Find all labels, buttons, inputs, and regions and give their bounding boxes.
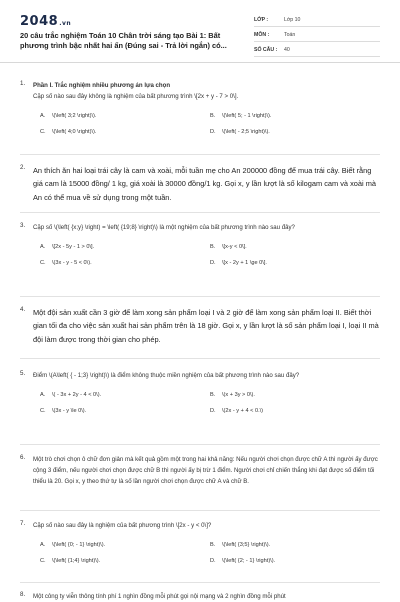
question-number: 8. <box>20 591 26 598</box>
option-text: \[x-y < 0\]. <box>222 244 247 250</box>
option-label: B. <box>210 244 216 250</box>
option-text: \( - 3x + 2y - 4 < 0\). <box>52 392 102 398</box>
question-item <box>20 454 380 487</box>
options-row <box>40 403 380 419</box>
page-title: 20 câu trắc nghiệm Toán 10 Chân trời sáng tạo Bài 1: Bất phương trình bậc nhất hai ẩn (Đúng sai - Trả lời ngắn) có... <box>20 31 227 50</box>
divider <box>20 154 380 155</box>
options-row <box>40 553 380 569</box>
question-number: 7. <box>20 520 26 527</box>
meta-key: MÔN : <box>254 32 270 38</box>
option-label: D. <box>210 260 216 266</box>
option-text: \(\left( {0; - 1} \right)\). <box>52 542 106 548</box>
question-item <box>20 306 380 346</box>
options-row <box>40 537 380 553</box>
options <box>40 108 380 140</box>
question-line: Cặp số nào sau đây không là nghiệm của bất phương trình \[2x + y - 7 > 0\]. <box>33 93 239 100</box>
question-item <box>20 222 380 271</box>
options-row <box>40 108 380 124</box>
option-text: \(\left( {2; - 1} \right)\). <box>222 558 276 564</box>
section-heading: Phần I. Trắc nghiệm nhiều phương án lựa chọn <box>33 82 171 89</box>
question-item <box>20 520 380 569</box>
options <box>40 537 380 569</box>
option-text: \(3x - y - 5 < 0\). <box>52 260 92 266</box>
options <box>40 239 380 271</box>
question-item <box>20 164 380 204</box>
option-label: C. <box>40 129 46 135</box>
option-text: \(\left( {1;4} \right)\). <box>52 558 101 564</box>
divider <box>20 358 380 359</box>
question-line: Điểm \(A\left( { - 1;3} \right)\) là điểm không thuộc miền nghiệm của bất phương trình nào sau đây? <box>33 372 300 379</box>
question-item <box>20 591 380 602</box>
divider <box>20 510 380 511</box>
question-text <box>33 80 380 102</box>
option-label: D. <box>210 558 216 564</box>
option-d[interactable] <box>210 129 380 135</box>
option-c[interactable] <box>40 408 210 414</box>
option-b[interactable] <box>210 113 380 119</box>
option-label: B. <box>210 113 216 119</box>
option-label: A. <box>40 392 46 398</box>
option-label: D. <box>210 129 216 135</box>
meta-value: Toán <box>284 32 296 38</box>
question-line: Một đội sản xuất cần 3 giờ để làm xong sản phẩm loại I và 2 giờ để làm xong sản phẩm loại II. Biết thời gian tối đa cho việc sản xuất hai sản phẩm trên là 18 giờ. Gọi x, y lần lượt là số sản phẩm loại I, loại II mà đội làm được trong thời gian cho phép. <box>33 308 379 344</box>
meta-row-class <box>254 14 380 27</box>
option-d[interactable] <box>210 558 380 564</box>
question-item <box>20 370 380 419</box>
question-number: 1. <box>20 80 26 87</box>
question-number: 2. <box>20 164 26 171</box>
option-c[interactable] <box>40 558 210 564</box>
option-b[interactable] <box>210 392 380 398</box>
option-d[interactable] <box>210 260 380 266</box>
option-text: \(\left( - 2;5 \right)\). <box>222 129 270 135</box>
option-a[interactable] <box>40 113 210 119</box>
divider <box>20 582 380 583</box>
option-d[interactable] <box>210 408 380 414</box>
meta-key: LỚP : <box>254 17 269 23</box>
option-text: \(\left( 4;0 \right)\). <box>52 129 97 135</box>
option-label: A. <box>40 244 46 250</box>
option-a[interactable] <box>40 244 210 250</box>
option-label: A. <box>40 542 46 548</box>
divider <box>20 212 380 213</box>
options-row <box>40 239 380 255</box>
divider <box>20 444 380 445</box>
meta-row-subject <box>254 29 380 42</box>
option-a[interactable] <box>40 392 210 398</box>
option-label: A. <box>40 113 46 119</box>
option-text: \(\left( {3;5} \right)\). <box>222 542 271 548</box>
question-number: 5. <box>20 370 26 377</box>
option-text: \(\left( 3;2 \right)\). <box>52 113 97 119</box>
option-a[interactable] <box>40 542 210 548</box>
option-c[interactable] <box>40 129 210 135</box>
meta-value: 40 <box>284 47 290 53</box>
options-row <box>40 124 380 140</box>
option-text: \(3x - y \le 0\). <box>52 408 87 414</box>
options <box>40 387 380 419</box>
site-logo[interactable] <box>20 14 71 29</box>
question-line: Một trò chơi chọn ô chữ đơn giản mà kết quả gồm một trong hai khả năng: Nếu người chơi chọn được chữ A thì người ấy được cộng 3 điểm, nếu người chơi chọn được chữ B thì người ấy bị trừ 1 điểm. Người chơi chỉ chiến thắng khi đạt được số điểm tối thiểu là 20. Gọi x, y theo thứ tự là số lần người chơi chọn được chữ A và chữ B. <box>33 456 378 485</box>
question-line: An thích ăn hai loại trái cây là cam và xoài, mỗi tuần mẹ cho An 200000 đồng để mua trái cây. Biết rằng giá cam là 15000 đồng/ 1 kg, giá xoài là 30000 đồng/1 kg. Gọi x, y lần lượt là số kilogam cam và xoài mà An có thể mua về sử dụng trong một tuần. <box>33 166 376 202</box>
page-header <box>0 0 400 63</box>
options-row <box>40 387 380 403</box>
option-text: \[x - 2y + 1 \ge 0\]. <box>222 260 267 266</box>
option-label: D. <box>210 408 216 414</box>
option-text: \(\left( 5; - 1 \right)\). <box>222 113 272 119</box>
option-label: C. <box>40 408 46 414</box>
option-b[interactable] <box>210 542 380 548</box>
option-label: B. <box>210 392 216 398</box>
question-line: Một công ty viễn thông tính phí 1 nghìn đồng mỗi phút gọi nội mạng và 2 nghìn đồng mỗi phút <box>33 593 286 600</box>
question-number: 3. <box>20 222 26 229</box>
option-label: C. <box>40 260 46 266</box>
question-item <box>20 80 380 140</box>
question-number: 6. <box>20 454 26 461</box>
option-label: B. <box>210 542 216 548</box>
option-text: \[2x - 5y - 1 > 0\]. <box>52 244 95 250</box>
option-c[interactable] <box>40 260 210 266</box>
divider <box>20 296 380 297</box>
question-line: Cặp số \(\left( {x;y} \right) = \left( {19;8} \right)\) là một nghiệm của bất phương trình nào sau đây? <box>33 224 295 231</box>
options-row <box>40 255 380 271</box>
meta-panel <box>254 14 380 59</box>
meta-key: SỐ CÂU : <box>254 47 278 53</box>
question-line: Cặp số nào sau đây là nghiệm của bất phương trình \[2x - y < 0\]? <box>33 522 212 529</box>
logo-suffix: .vn <box>59 20 72 27</box>
option-b[interactable] <box>210 244 380 250</box>
option-text: \(2x - y + 4 < 0.\) <box>222 408 264 414</box>
question-number: 4. <box>20 306 26 313</box>
logo-text: 2048 <box>20 14 59 29</box>
option-text: \(x + 3y > 0\). <box>222 392 255 398</box>
meta-row-count <box>254 44 380 57</box>
option-label: C. <box>40 558 46 564</box>
meta-value: Lớp 10 <box>284 17 301 23</box>
